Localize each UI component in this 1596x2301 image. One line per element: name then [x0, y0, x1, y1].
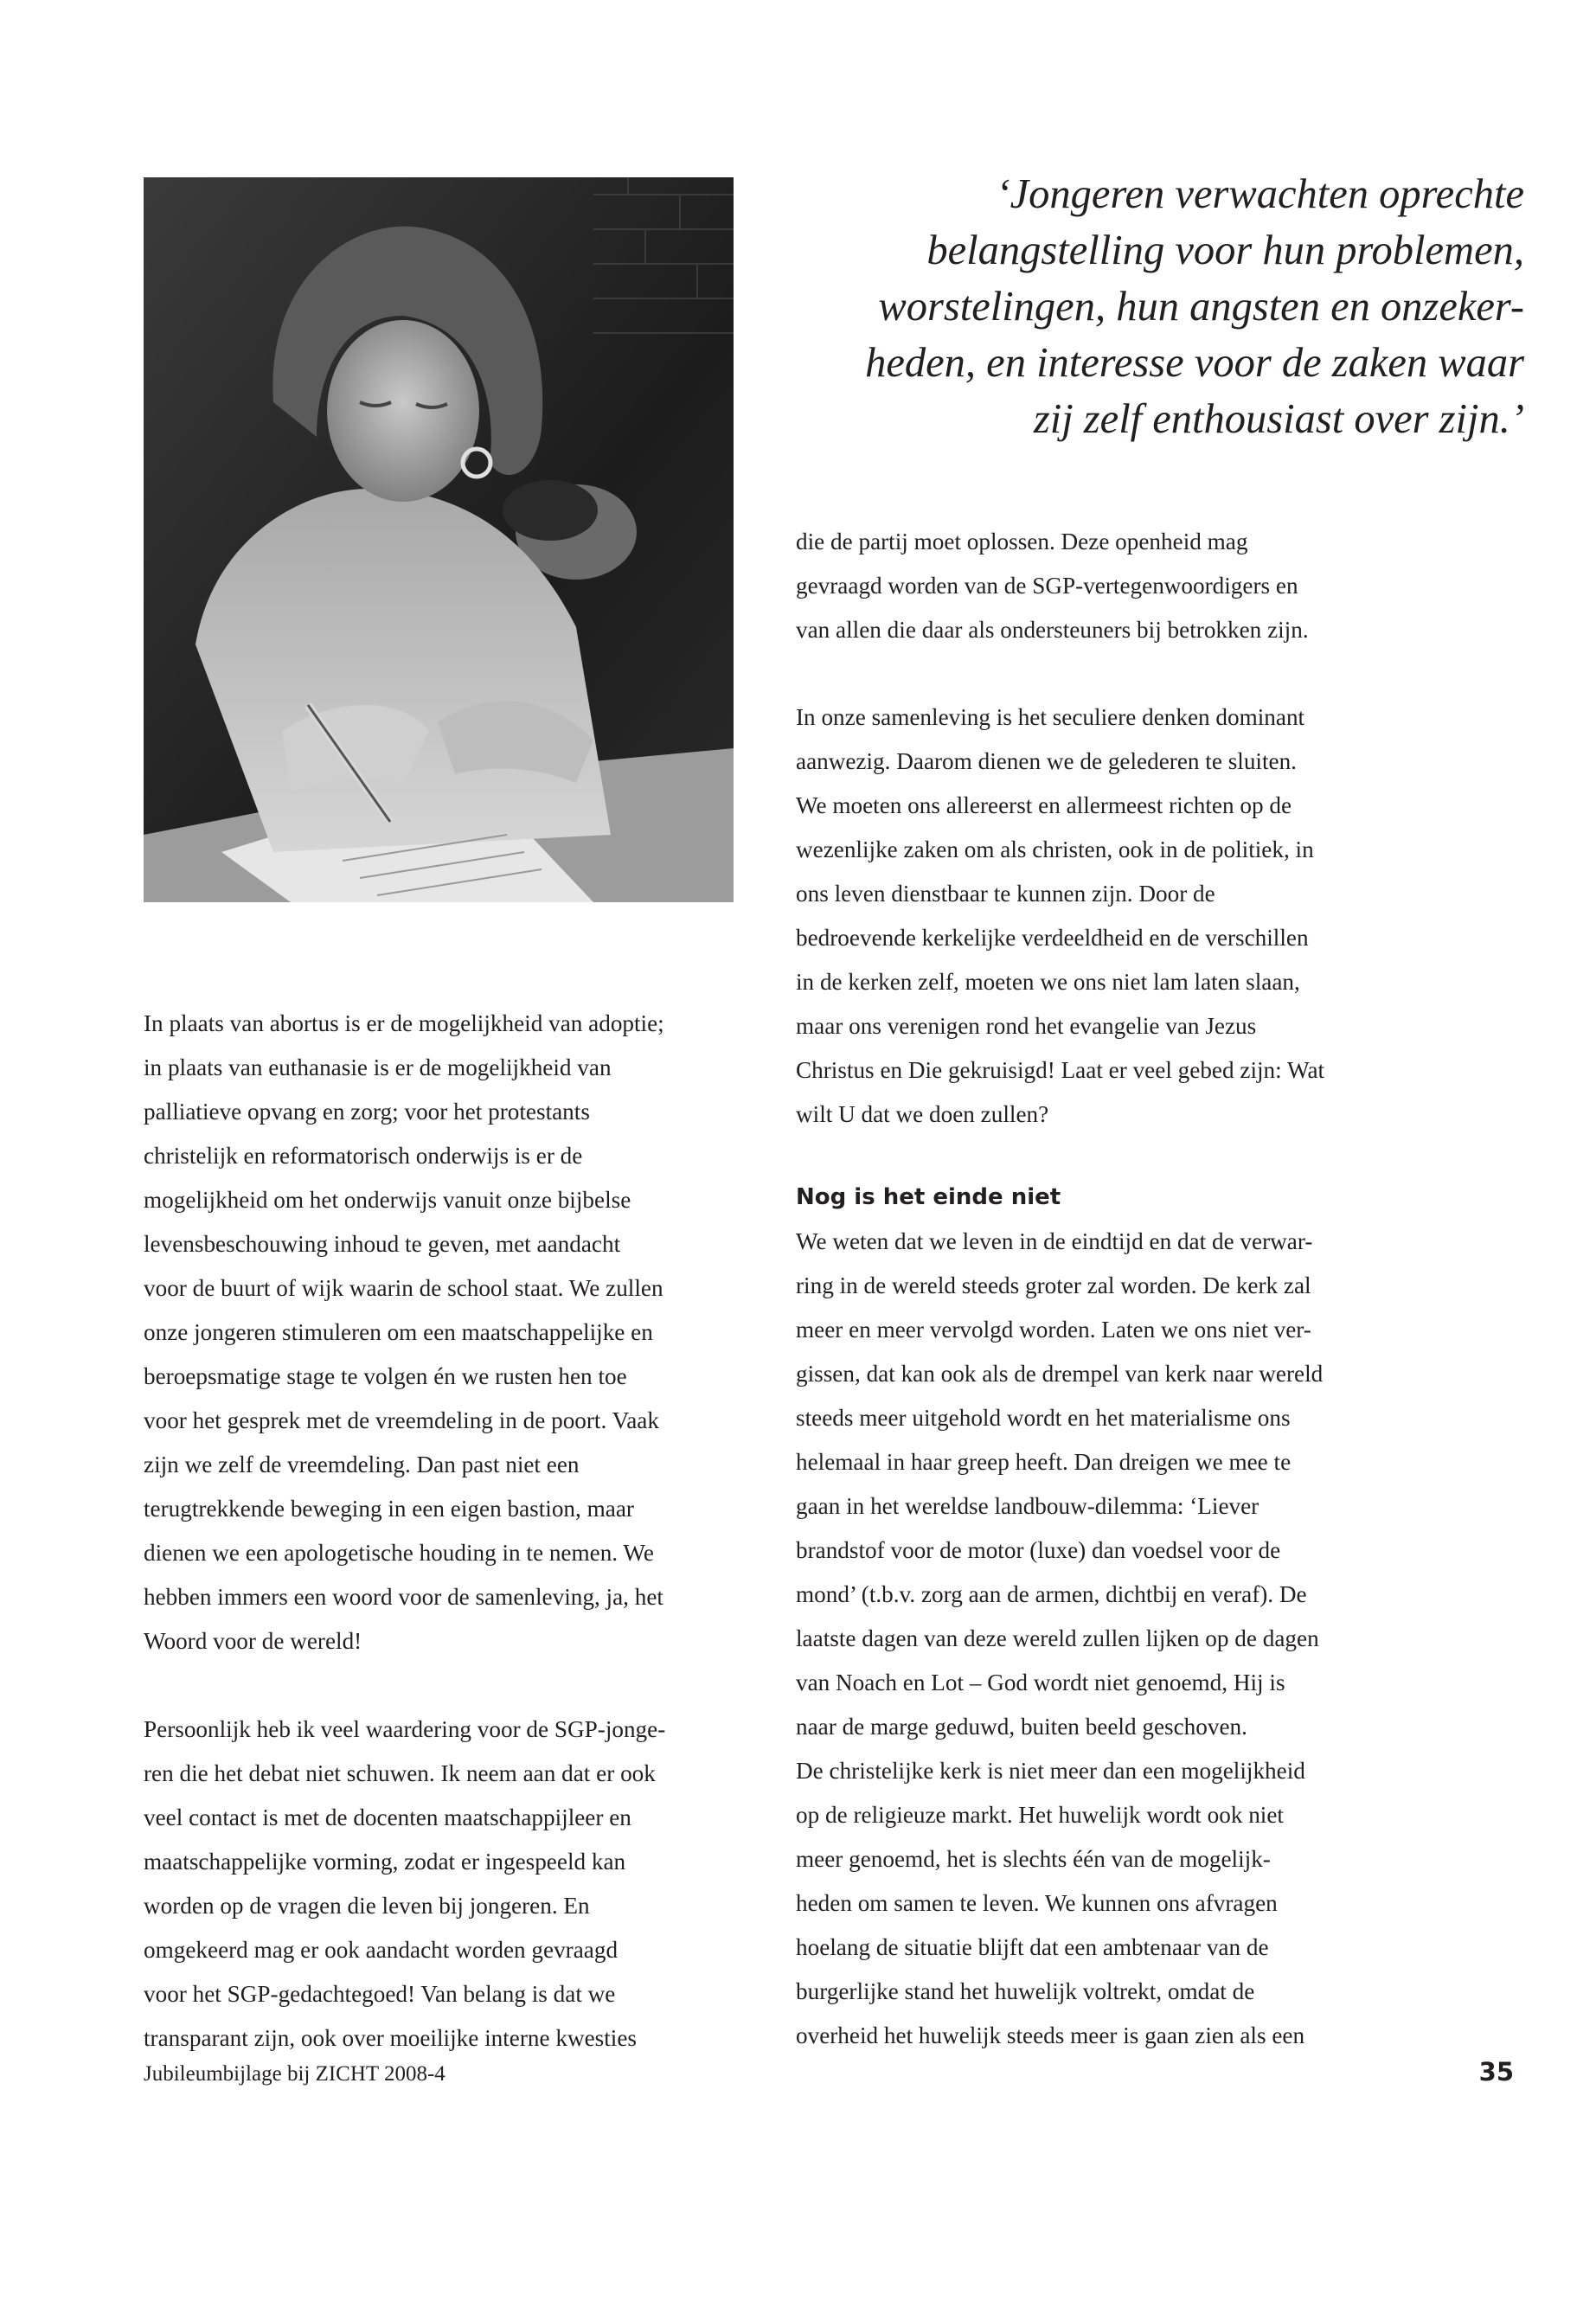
text-line: meer genoemd, het is slechts één van de mogelijk- — [796, 1846, 1271, 1872]
right-column-section — [796, 1176, 1401, 2058]
text-line: hoelang de situatie blijft dat een ambtenaar van de — [796, 1934, 1269, 1960]
text-line: omgekeerd mag er ook aandacht worden gevraagd — [144, 1937, 619, 1963]
text-line: overheid het huwelijk steeds meer is gaan zien als een — [796, 2022, 1305, 2048]
text-line: gissen, dat kan ook als de drempel van kerk naar wereld — [796, 1361, 1324, 1387]
text-line: voor het gesprek met de vreemdeling in de poort. Vaak — [144, 1407, 659, 1433]
text-line: In plaats van abortus is er de mogelijkheid van adoptie; — [144, 1010, 664, 1036]
text-line: hebben immers een woord voor de samenleving, ja, het — [144, 1584, 663, 1610]
text-line: brandstof voor de motor (luxe) dan voedsel voor de — [796, 1537, 1281, 1563]
text-line: ons leven dienstbaar te kunnen zijn. Door de — [796, 881, 1215, 907]
text-line: van Noach en Lot – God wordt niet genoemd, Hij is — [796, 1670, 1285, 1695]
paragraph-gap — [144, 1663, 749, 1708]
text-line: op de religieuze markt. Het huwelijk wordt ook niet — [796, 1802, 1284, 1828]
text-line: meer en meer vervolgd worden. Laten we ons niet ver- — [796, 1317, 1311, 1343]
pull-quote-line: heden, en interesse voor de zaken waar — [865, 340, 1524, 386]
pull-quote-line: ‘Jongeren verwachten oprechte — [996, 171, 1524, 217]
right-column-paragraph-1 — [796, 520, 1401, 652]
text-line: gevraagd worden van de SGP-vertegenwoordigers en — [796, 573, 1298, 599]
text-line: die de partij moet oplossen. Deze openheid mag — [796, 529, 1248, 554]
text-line: aanwezig. Daarom dienen we de gelederen te sluiten. — [796, 748, 1297, 774]
text-line: naar de marge geduwd, buiten beeld geschoven. — [796, 1714, 1247, 1740]
photo-girl-writing-icon — [144, 177, 734, 902]
text-line: gaan in het wereldse landbouw-dilemma: ‘Liever — [796, 1493, 1259, 1519]
left-column — [144, 1002, 749, 2061]
text-line: maar ons verenigen rond het evangelie van Jezus — [796, 1013, 1257, 1039]
text-line: voor de buurt of wijk waarin de school staat. We zullen — [144, 1275, 663, 1301]
text-line: transparant zijn, ook over moeilijke interne kwesties — [144, 2025, 638, 2051]
article-photo — [144, 177, 734, 902]
pull-quote-line: worstelingen, hun angsten en onzeker- — [878, 284, 1524, 330]
text-line: dienen we een apologetische houding in te nemen. We — [144, 1540, 654, 1566]
text-line: levensbeschouwing inhoud te geven, met aandacht — [144, 1231, 621, 1257]
pull-quote-line: zij zelf enthousiast over zijn.’ — [1033, 396, 1524, 442]
text-line: van allen die daar als ondersteuners bij betrokken zijn. — [796, 617, 1309, 643]
text-line: beroepsmatige stage te volgen én we rusten hen toe — [144, 1363, 627, 1389]
text-line: voor het SGP-gedachtegoed! Van belang is dat we — [144, 1981, 616, 2007]
text-line: Christus en Die gekruisigd! Laat er veel gebed zijn: Wat — [796, 1057, 1325, 1083]
text-line: laatste dagen van deze wereld zullen lijken op de dagen — [796, 1625, 1319, 1651]
text-line: heden om samen te leven. We kunnen ons afvragen — [796, 1890, 1278, 1916]
text-line: terugtrekkende beweging in een eigen bastion, maar — [144, 1496, 634, 1522]
text-line: In onze samenleving is het seculiere denken dominant — [796, 704, 1305, 730]
text-line: christelijk en reformatorisch onderwijs is er de — [144, 1143, 583, 1169]
text-line: We moeten ons allereerst en allermeest richten op de — [796, 792, 1292, 818]
text-line: maatschappelijke vorming, zodat er ingespeeld kan — [144, 1849, 626, 1875]
text-line: burgerlijke stand het huwelijk voltrekt, omdat de — [796, 1978, 1255, 2004]
publication-footer: Jubileumbijlage bij ZICHT 2008-4 — [144, 2062, 445, 2086]
pull-quote-line: belangstelling voor hun problemen, — [926, 228, 1524, 273]
text-line: Persoonlijk heb ik veel waardering voor de SGP-jonge- — [144, 1716, 666, 1742]
text-line: We weten dat we leven in de eindtijd en dat de verwar- — [796, 1228, 1313, 1254]
text-line: in plaats van euthanasie is er de mogelijkheid van — [144, 1054, 612, 1080]
right-column-paragraph-2 — [796, 695, 1401, 1137]
text-line: helemaal in haar greep heeft. Dan dreigen we mee te — [796, 1449, 1292, 1475]
text-line: De christelijke kerk is niet meer dan een mogelijkheid — [796, 1758, 1305, 1784]
text-line: mond’ (t.b.v. zorg aan de armen, dichtbij en veraf). De — [796, 1581, 1307, 1607]
text-line: ren die het debat niet schuwen. Ik neem aan dat er ook — [144, 1760, 656, 1786]
section-heading: Nog is het einde niet — [796, 1184, 1061, 1210]
text-line: worden op de vragen die leven bij jongeren. En — [144, 1893, 590, 1919]
text-line: steeds meer uitgehold wordt en het materialisme ons — [796, 1405, 1291, 1431]
text-line: wezenlijke zaken om als christen, ook in de politiek, in — [796, 836, 1314, 862]
text-line: bedroevende kerkelijke verdeeldheid en de verschillen — [796, 925, 1309, 951]
text-line: veel contact is met de docenten maatschappijleer en — [144, 1804, 631, 1830]
text-line: ring in de wereld steeds groter zal worden. De kerk zal — [796, 1272, 1311, 1298]
text-line: mogelijkheid om het onderwijs vanuit onze bijbelse — [144, 1187, 631, 1213]
pull-quote — [804, 166, 1524, 447]
text-line: palliatieve opvang en zorg; voor het protestants — [144, 1099, 590, 1125]
text-line: Woord voor de wereld! — [144, 1628, 362, 1654]
text-line: zijn we zelf de vreemdeling. Dan past niet een — [144, 1452, 580, 1477]
text-line: wilt U dat we doen zullen? — [796, 1101, 1049, 1127]
text-line: onze jongeren stimuleren om een maatschappelijke en — [144, 1319, 653, 1345]
page-number: 35 — [1478, 2057, 1514, 2086]
text-line: in de kerken zelf, moeten we ons niet lam laten slaan, — [796, 969, 1300, 995]
